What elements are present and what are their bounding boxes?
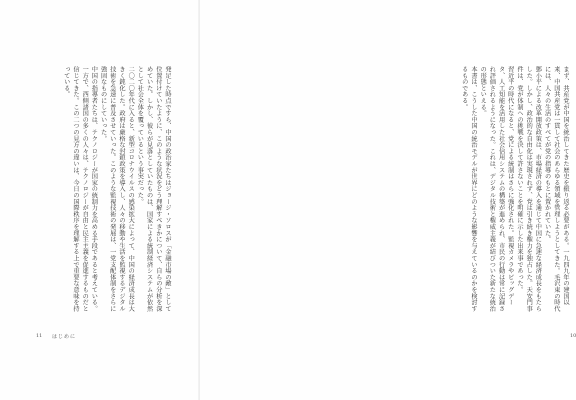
right-paragraph-4: 本書は、こうした中国の統治モデルが世界にどのような影響を与えているのかを検討するものである。 [460,66,477,312]
right-paragraph-1: まず、共産党が中国を統治してきた歴史を振り返る必要がある。一九四九年の建国以来、中国共産党は一貫して社会のあらゆる領域を管理しようとしてきた。毛沢東の時代には、人々の生活のすべてが党の指導のもとに置かれていた。 [543,66,569,312]
left-paragraph-2: 二〇二〇年代に入ると、新型コロナウイルスの感染拡大によって、中国の経済成長は大きく鈍化した。政府は厳格な封鎖政策を導入し、人々の移動や生活を監視するデジタル技術を急速に普及させていった。このような監視技術の発展は、一党支配体制をさらに強固なものにしていった。 [99,66,135,312]
left-page-number: 11 [36,333,43,339]
right-page-text [422,66,570,312]
right-paragraph-3: 習近平の時代になると、党による統制はさらに強化された。監視カメラやビッグデータ、人工知能を活用した社会信用システムの構築が進められ、市民の行動は常に記録され評価されるようになった。これは、デジタル技術と権威主義が結びついた新たな統治の形態といえる。 [479,66,514,312]
right-paragraph-2: 鄧小平による改革開放政策は、市場経済の導入を通じて中国に急速な経済成長をもたらした。しかし、政治的な自由化は実現されず、党は引き続き権力を独占した。天安門事件は、党が体制への挑戦を決して許さないことを明確に示した出来事であった。 [515,66,542,312]
left-paragraph-1: 発足した時点ですら、中国の政治家たちはジョージ・ソロスが「金融市場の敵」として位置付けていたように、このような状況をどう理解すべきかについて、自らの分析を深めていた。しかし、彼らが見落としていたものは、国家による統制経済システムが依然として社会全体を覆っているという事実だった。 [136,66,171,312]
left-page-text [38,66,172,312]
left-paragraph-3: 中国の指導者たちは、テクノロジーが国家の統制力を高める手段であると考えている。一方で、西側諸国の多くの人々は、テクノロジーが自由と民主主義を促進するものだと信じてきた。この二つの見方の違いは、今日の国際秩序を理解する上で重要な意味を持っている。 [62,66,98,312]
running-title: はじめに [52,334,77,340]
right-page [200,0,576,400]
left-page [0,0,200,400]
right-page-number: 10 [570,333,576,339]
